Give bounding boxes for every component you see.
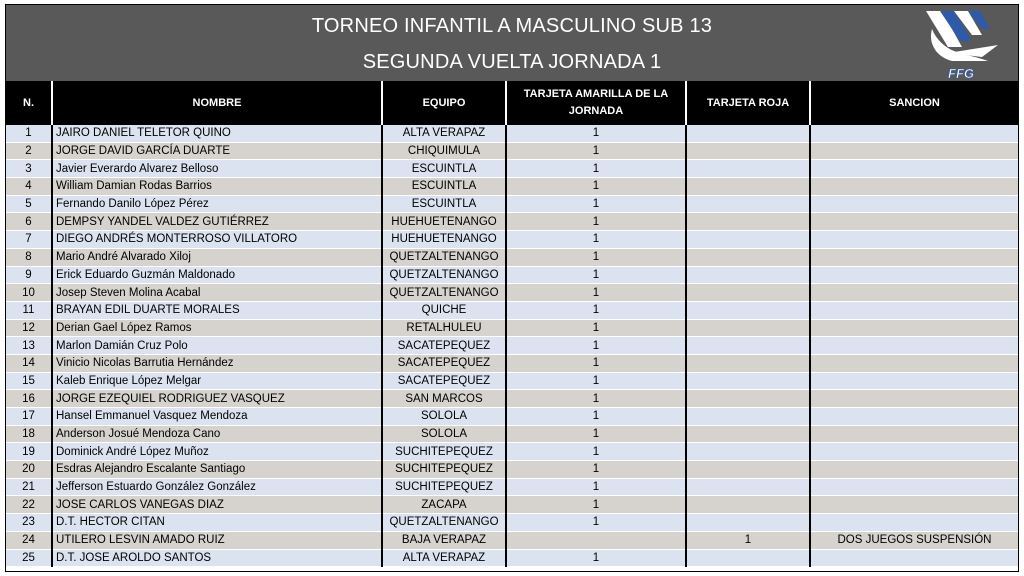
cell-num: 12 bbox=[6, 319, 52, 337]
cell-sanction bbox=[810, 514, 1018, 532]
cell-name: Erick Eduardo Guzmán Maldonado bbox=[52, 266, 382, 284]
cell-yellow-card: 1 bbox=[506, 549, 686, 567]
table-row bbox=[6, 478, 1018, 496]
cell-sanction bbox=[810, 390, 1018, 408]
cell-name: Kaleb Enrique López Melgar bbox=[52, 372, 382, 390]
table-row bbox=[6, 337, 1018, 355]
cell-sanction bbox=[810, 195, 1018, 213]
cell-sanction bbox=[810, 213, 1018, 231]
cell-red-card bbox=[686, 514, 810, 532]
cell-yellow-card: 1 bbox=[506, 372, 686, 390]
cell-name: JORGE DAVID GARCÍA DUARTE bbox=[52, 142, 382, 160]
table-row bbox=[6, 372, 1018, 390]
cell-sanction bbox=[810, 178, 1018, 196]
cell-name: Josep Steven Molina Acabal bbox=[52, 284, 382, 302]
cell-red-card bbox=[686, 390, 810, 408]
cell-team: ALTA VERAPAZ bbox=[382, 125, 506, 142]
table-row bbox=[6, 284, 1018, 302]
cell-yellow-card: 1 bbox=[506, 284, 686, 302]
col-header-num: N. bbox=[6, 81, 52, 125]
cell-name: Vinicio Nicolas Barrutia Hernández bbox=[52, 354, 382, 372]
cell-num: 24 bbox=[6, 531, 52, 549]
cell-name: Jefferson Estuardo González González bbox=[52, 478, 382, 496]
ffg-logo-icon bbox=[918, 7, 1004, 81]
col-header-yellow-line1: TARJETA AMARILLA DE LA bbox=[523, 88, 669, 100]
cell-sanction bbox=[810, 408, 1018, 426]
cell-team: CHIQUIMULA bbox=[382, 142, 506, 160]
cell-red-card bbox=[686, 248, 810, 266]
table-row bbox=[6, 178, 1018, 196]
table-row bbox=[6, 301, 1018, 319]
cell-red-card bbox=[686, 478, 810, 496]
table-row bbox=[6, 549, 1018, 567]
table-header-row bbox=[6, 81, 1018, 125]
cell-red-card bbox=[686, 408, 810, 426]
cell-name: BRAYAN EDIL DUARTE MORALES bbox=[52, 301, 382, 319]
cell-sanction bbox=[810, 461, 1018, 479]
cell-sanction bbox=[810, 266, 1018, 284]
cell-yellow-card: 1 bbox=[506, 301, 686, 319]
cell-num: 25 bbox=[6, 549, 52, 567]
table-row bbox=[6, 443, 1018, 461]
cell-num: 19 bbox=[6, 443, 52, 461]
cell-sanction bbox=[810, 549, 1018, 567]
cell-name: Hansel Emmanuel Vasquez Mendoza bbox=[52, 408, 382, 426]
table-row bbox=[6, 213, 1018, 231]
cell-red-card bbox=[686, 213, 810, 231]
cell-num: 17 bbox=[6, 408, 52, 426]
cell-num: 1 bbox=[6, 125, 52, 142]
table-row bbox=[6, 319, 1018, 337]
cell-team: SOLOLA bbox=[382, 425, 506, 443]
cell-red-card bbox=[686, 337, 810, 355]
cell-team: ESCUINTLA bbox=[382, 195, 506, 213]
cell-sanction bbox=[810, 478, 1018, 496]
cell-sanction bbox=[810, 372, 1018, 390]
cell-red-card bbox=[686, 195, 810, 213]
table-row bbox=[6, 160, 1018, 178]
cell-team: RETALHULEU bbox=[382, 319, 506, 337]
cell-name: Marlon Damián Cruz Polo bbox=[52, 337, 382, 355]
cell-num: 7 bbox=[6, 231, 52, 249]
cell-team: ESCUINTLA bbox=[382, 178, 506, 196]
cell-team: HUEHUETENANGO bbox=[382, 213, 506, 231]
table-row bbox=[6, 195, 1018, 213]
cell-name: Mario André Alvarado Xiloj bbox=[52, 248, 382, 266]
table-row bbox=[6, 408, 1018, 426]
table-row bbox=[6, 266, 1018, 284]
col-header-sanction: SANCION bbox=[810, 81, 1018, 125]
tournament-title: TORNEO INFANTIL A MASCULINO SUB 13 bbox=[311, 15, 713, 37]
cell-name: D.T. HECTOR CITAN bbox=[52, 514, 382, 532]
cell-yellow-card: 1 bbox=[506, 266, 686, 284]
table-row bbox=[6, 248, 1018, 266]
cell-name: William Damian Rodas Barrios bbox=[52, 178, 382, 196]
cell-yellow-card: 1 bbox=[506, 425, 686, 443]
cell-yellow-card: 1 bbox=[506, 337, 686, 355]
cell-sanction bbox=[810, 248, 1018, 266]
cell-team: QUETZALTENANGO bbox=[382, 248, 506, 266]
cell-num: 14 bbox=[6, 354, 52, 372]
col-header-red-card: TARJETA ROJA bbox=[686, 81, 810, 125]
cell-red-card bbox=[686, 125, 810, 142]
cell-yellow-card: 1 bbox=[506, 443, 686, 461]
cell-red-card bbox=[686, 266, 810, 284]
cell-sanction bbox=[810, 319, 1018, 337]
cell-name: Dominick André López Muñoz bbox=[52, 443, 382, 461]
cell-red-card bbox=[686, 301, 810, 319]
table-row bbox=[6, 390, 1018, 408]
cell-sanction bbox=[810, 160, 1018, 178]
cell-num: 5 bbox=[6, 195, 52, 213]
title-banner bbox=[6, 5, 1018, 81]
cell-yellow-card: 1 bbox=[506, 195, 686, 213]
cell-num: 9 bbox=[6, 266, 52, 284]
cell-yellow-card: 1 bbox=[506, 142, 686, 160]
cell-red-card bbox=[686, 319, 810, 337]
sanctions-sheet bbox=[5, 4, 1019, 572]
cell-team: SUCHITEPEQUEZ bbox=[382, 461, 506, 479]
cell-red-card bbox=[686, 372, 810, 390]
cell-yellow-card: 1 bbox=[506, 408, 686, 426]
table-row bbox=[6, 142, 1018, 160]
cell-red-card bbox=[686, 354, 810, 372]
cell-team: BAJA VERAPAZ bbox=[382, 531, 506, 549]
cell-num: 2 bbox=[6, 142, 52, 160]
cell-red-card bbox=[686, 231, 810, 249]
cell-name: UTILERO LESVIN AMADO RUIZ bbox=[52, 531, 382, 549]
cell-team: QUETZALTENANGO bbox=[382, 284, 506, 302]
cell-team: ALTA VERAPAZ bbox=[382, 549, 506, 567]
cell-red-card bbox=[686, 443, 810, 461]
cell-sanction bbox=[810, 443, 1018, 461]
cell-name: Fernando Danilo López Pérez bbox=[52, 195, 382, 213]
cell-sanction: DOS JUEGOS SUSPENSIÓN bbox=[810, 531, 1018, 549]
cell-num: 10 bbox=[6, 284, 52, 302]
cell-team: QUICHE bbox=[382, 301, 506, 319]
cell-sanction bbox=[810, 231, 1018, 249]
col-header-team: EQUIPO bbox=[382, 81, 506, 125]
cell-sanction bbox=[810, 425, 1018, 443]
cell-yellow-card: 1 bbox=[506, 461, 686, 479]
table-row bbox=[6, 531, 1018, 549]
svg-text:FFG: FFG bbox=[948, 66, 974, 81]
cell-yellow-card: 1 bbox=[506, 319, 686, 337]
cell-red-card bbox=[686, 549, 810, 567]
cell-yellow-card: 1 bbox=[506, 160, 686, 178]
cell-team: SUCHITEPEQUEZ bbox=[382, 478, 506, 496]
cell-name: D.T. JOSE AROLDO SANTOS bbox=[52, 549, 382, 567]
cell-name: Derian Gael López Ramos bbox=[52, 319, 382, 337]
cell-red-card bbox=[686, 142, 810, 160]
sanctions-table bbox=[6, 81, 1018, 567]
table-row bbox=[6, 425, 1018, 443]
table-row bbox=[6, 496, 1018, 514]
cell-name: DEMPSY YANDEL VALDEZ GUTIÉRREZ bbox=[52, 213, 382, 231]
cell-num: 22 bbox=[6, 496, 52, 514]
cell-team: SOLOLA bbox=[382, 408, 506, 426]
cell-team: SACATEPEQUEZ bbox=[382, 354, 506, 372]
table-row bbox=[6, 354, 1018, 372]
cell-num: 3 bbox=[6, 160, 52, 178]
cell-yellow-card: 1 bbox=[506, 248, 686, 266]
col-header-yellow-card bbox=[506, 81, 686, 125]
cell-team: ESCUINTLA bbox=[382, 160, 506, 178]
cell-yellow-card: 1 bbox=[506, 390, 686, 408]
cell-num: 16 bbox=[6, 390, 52, 408]
cell-num: 13 bbox=[6, 337, 52, 355]
cell-red-card bbox=[686, 461, 810, 479]
cell-sanction bbox=[810, 496, 1018, 514]
cell-team: QUETZALTENANGO bbox=[382, 514, 506, 532]
cell-yellow-card bbox=[506, 531, 686, 549]
cell-team: SACATEPEQUEZ bbox=[382, 372, 506, 390]
cell-num: 21 bbox=[6, 478, 52, 496]
cell-yellow-card: 1 bbox=[506, 354, 686, 372]
cell-num: 6 bbox=[6, 213, 52, 231]
cell-num: 23 bbox=[6, 514, 52, 532]
cell-yellow-card: 1 bbox=[506, 478, 686, 496]
col-header-yellow-line2: JORNADA bbox=[568, 105, 624, 117]
cell-sanction bbox=[810, 142, 1018, 160]
cell-yellow-card: 1 bbox=[506, 178, 686, 196]
table-row bbox=[6, 461, 1018, 479]
cell-team: SAN MARCOS bbox=[382, 390, 506, 408]
cell-name: DIEGO ANDRÉS MONTERROSO VILLATORO bbox=[52, 231, 382, 249]
cell-team: QUETZALTENANGO bbox=[382, 266, 506, 284]
cell-red-card bbox=[686, 284, 810, 302]
cell-red-card: 1 bbox=[686, 531, 810, 549]
cell-num: 20 bbox=[6, 461, 52, 479]
cell-team: SACATEPEQUEZ bbox=[382, 337, 506, 355]
col-header-name: NOMBRE bbox=[52, 81, 382, 125]
cell-yellow-card: 1 bbox=[506, 496, 686, 514]
cell-team: HUEHUETENANGO bbox=[382, 231, 506, 249]
cell-num: 11 bbox=[6, 301, 52, 319]
cell-num: 8 bbox=[6, 248, 52, 266]
cell-name: Anderson Josué Mendoza Cano bbox=[52, 425, 382, 443]
cell-team: SUCHITEPEQUEZ bbox=[382, 443, 506, 461]
cell-name: Javier Everardo Alvarez Belloso bbox=[52, 160, 382, 178]
cell-yellow-card: 1 bbox=[506, 231, 686, 249]
cell-num: 18 bbox=[6, 425, 52, 443]
table-row bbox=[6, 125, 1018, 142]
cell-sanction bbox=[810, 337, 1018, 355]
cell-name: Esdras Alejandro Escalante Santiago bbox=[52, 461, 382, 479]
cell-red-card bbox=[686, 496, 810, 514]
cell-num: 15 bbox=[6, 372, 52, 390]
cell-red-card bbox=[686, 160, 810, 178]
cell-yellow-card: 1 bbox=[506, 213, 686, 231]
cell-yellow-card: 1 bbox=[506, 514, 686, 532]
cell-name: JORGE EZEQUIEL RODRIGUEZ VASQUEZ bbox=[52, 390, 382, 408]
cell-red-card bbox=[686, 178, 810, 196]
table-row bbox=[6, 231, 1018, 249]
cell-sanction bbox=[810, 354, 1018, 372]
cell-sanction bbox=[810, 125, 1018, 142]
cell-red-card bbox=[686, 425, 810, 443]
cell-name: JOSE CARLOS VANEGAS DIAZ bbox=[52, 496, 382, 514]
cell-sanction bbox=[810, 301, 1018, 319]
cell-name: JAIRO DANIEL TELETOR QUINO bbox=[52, 125, 382, 142]
cell-team: ZACAPA bbox=[382, 496, 506, 514]
cell-sanction bbox=[810, 284, 1018, 302]
cell-num: 4 bbox=[6, 178, 52, 196]
round-title: SEGUNDA VUELTA JORNADA 1 bbox=[362, 51, 662, 73]
cell-yellow-card: 1 bbox=[506, 125, 686, 142]
table-row bbox=[6, 514, 1018, 532]
